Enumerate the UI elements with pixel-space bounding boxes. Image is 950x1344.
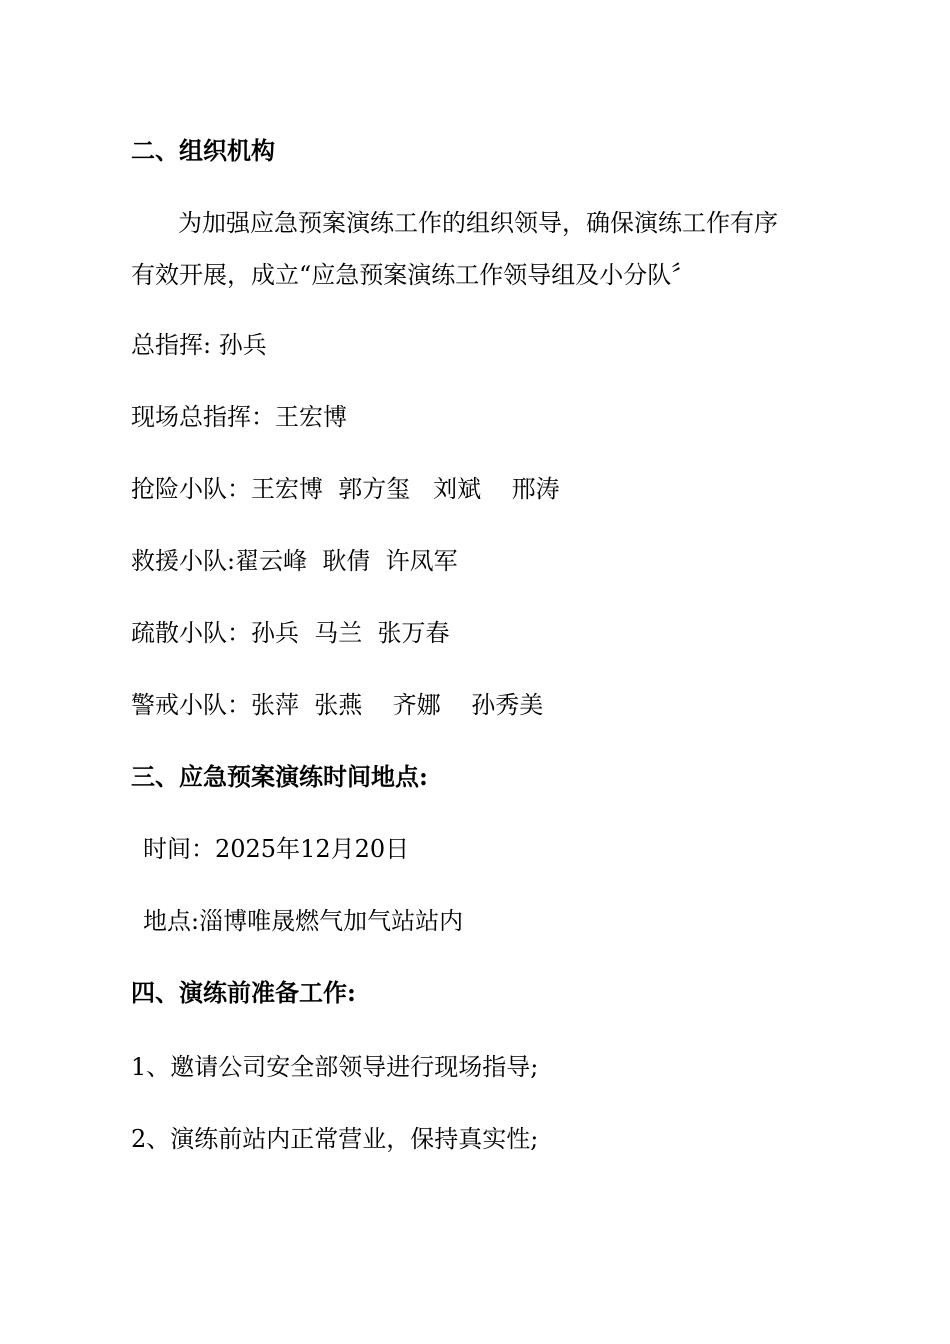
site-commander-line: 现场总指挥：王宏博 — [131, 403, 347, 431]
rescue-team-line: 抢险小队：王宏博 郭方玺 刘斌 邢涛 — [131, 475, 560, 503]
prep-item-2: 2、演练前站内正常营业，保持真实性; — [131, 1125, 539, 1153]
section-heading-preparation: 四、演练前准备工作: — [131, 978, 356, 1007]
prep-item-1: 1、邀请公司安全部领导进行现场指导; — [131, 1053, 539, 1081]
org-paragraph-line-2: 有效开展，成立“应急预案演练工作领导组及小分队〞 — [131, 261, 696, 289]
aid-team-line: 救援小队:翟云峰 耿倩 许凤军 — [131, 547, 458, 575]
place-line: 地点:淄博唯晟燃气加气站站内 — [143, 907, 464, 935]
time-line: 时间：2025年12月20日 — [143, 835, 410, 863]
commander-line: 总指挥: 孙兵 — [131, 331, 267, 359]
org-paragraph-line-1: 为加强应急预案演练工作的组织领导，确保演练工作有序 — [178, 209, 778, 237]
evacuation-team-line: 疏散小队：孙兵 马兰 张万春 — [131, 619, 450, 647]
section-heading-organization: 二、组织机构 — [131, 136, 275, 165]
section-heading-time-place: 三、应急预案演练时间地点: — [131, 762, 428, 791]
guard-team-line: 警戒小队：张萍 张燕 齐娜 孙秀美 — [131, 691, 544, 719]
